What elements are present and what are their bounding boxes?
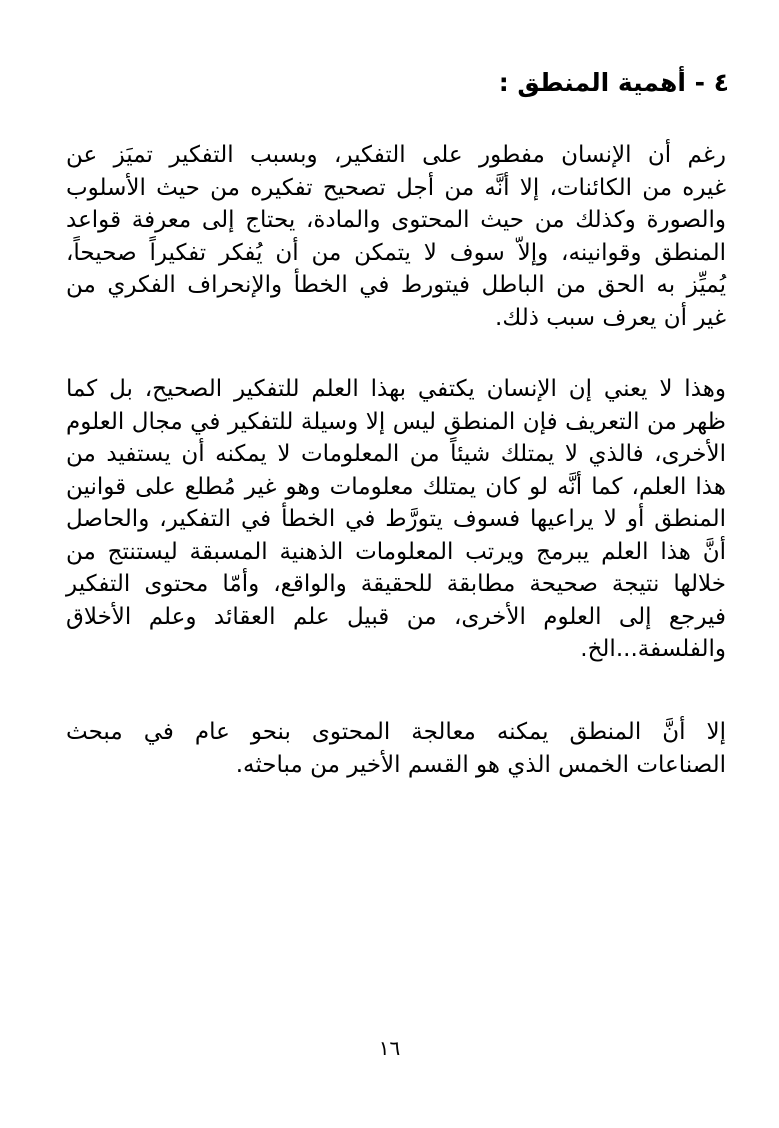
paragraph-2 (66, 373, 726, 666)
paragraph-line: يُميِّز به الحق من الباطل فيتورط في الخطأ والإنحراف الفكري من (66, 272, 726, 298)
paragraph-line: فيرجع إلى العلوم الأخرى، من قبيل علم العقائد وعلم الأخلاق (66, 603, 726, 630)
section-heading: ٤ - أهمية المنطق : (498, 68, 729, 97)
paragraph-line: هذا العلم، كما أنَّه لو كان يمتلك معلومات وهو غير مُطلع على قوانين (66, 473, 726, 500)
paragraph-line: والصورة وكذلك من حيث المحتوى والمادة، يحتاج إلى معرفة قواعد (66, 207, 726, 233)
paragraph-line: خلالها نتيجة صحيحة مطابقة للحقيقة والواقع، وأمّا محتوى التفكير (66, 571, 726, 597)
paragraph-line: غيره من الكائنات، إلا أنَّه من أجل تصحيح تفكيره من حيث الأسلوب (66, 174, 726, 201)
paragraph-line: وهذا لا يعني إن الإنسان يكتفي بهذا العلم للتفكير الصحيح، بل كما (66, 376, 726, 402)
paragraph-1 (66, 139, 726, 334)
paragraph-3 (66, 716, 726, 781)
paragraph-line: المنطق وقوانينه، وإلاّ سوف لا يتمكن من أن يُفكر تفكيراً صحيحاً، (66, 239, 726, 266)
paragraph-line: المنطق أو لا يراعيها فسوف يتورَّط في الخطأ في التفكير، والحاصل (66, 506, 726, 532)
paragraph-line: إلا أنَّ المنطق يمكنه معالجة المحتوى بنحو عام في مبحث (66, 719, 726, 745)
paragraph-line: رغم أن الإنسان مفطور على التفكير، وبسبب التفكير تميَز عن (66, 142, 726, 168)
paragraph-line: ظهر من التعريف فإن المنطق ليس إلا وسيلة للتفكير في مجال العلوم (66, 408, 726, 435)
paragraph-line: الصناعات الخمس الذي هو القسم الأخير من مباحثه. (235, 751, 726, 778)
paragraph-line: الأخرى، فالذي لا يمتلك شيئاً من المعلومات لا يمكنه أن يستفيد من (66, 441, 726, 467)
paragraph-line: غير أن يعرف سبب ذلك. (495, 304, 726, 331)
paragraph-line: أنَّ هذا العلم يبرمج ويرتب المعلومات الذهنية المسبقة ليستنتج من (66, 538, 726, 565)
page-number: ١٦ (378, 1036, 401, 1060)
paragraph-line: والفلسفة...الخ. (580, 636, 726, 662)
